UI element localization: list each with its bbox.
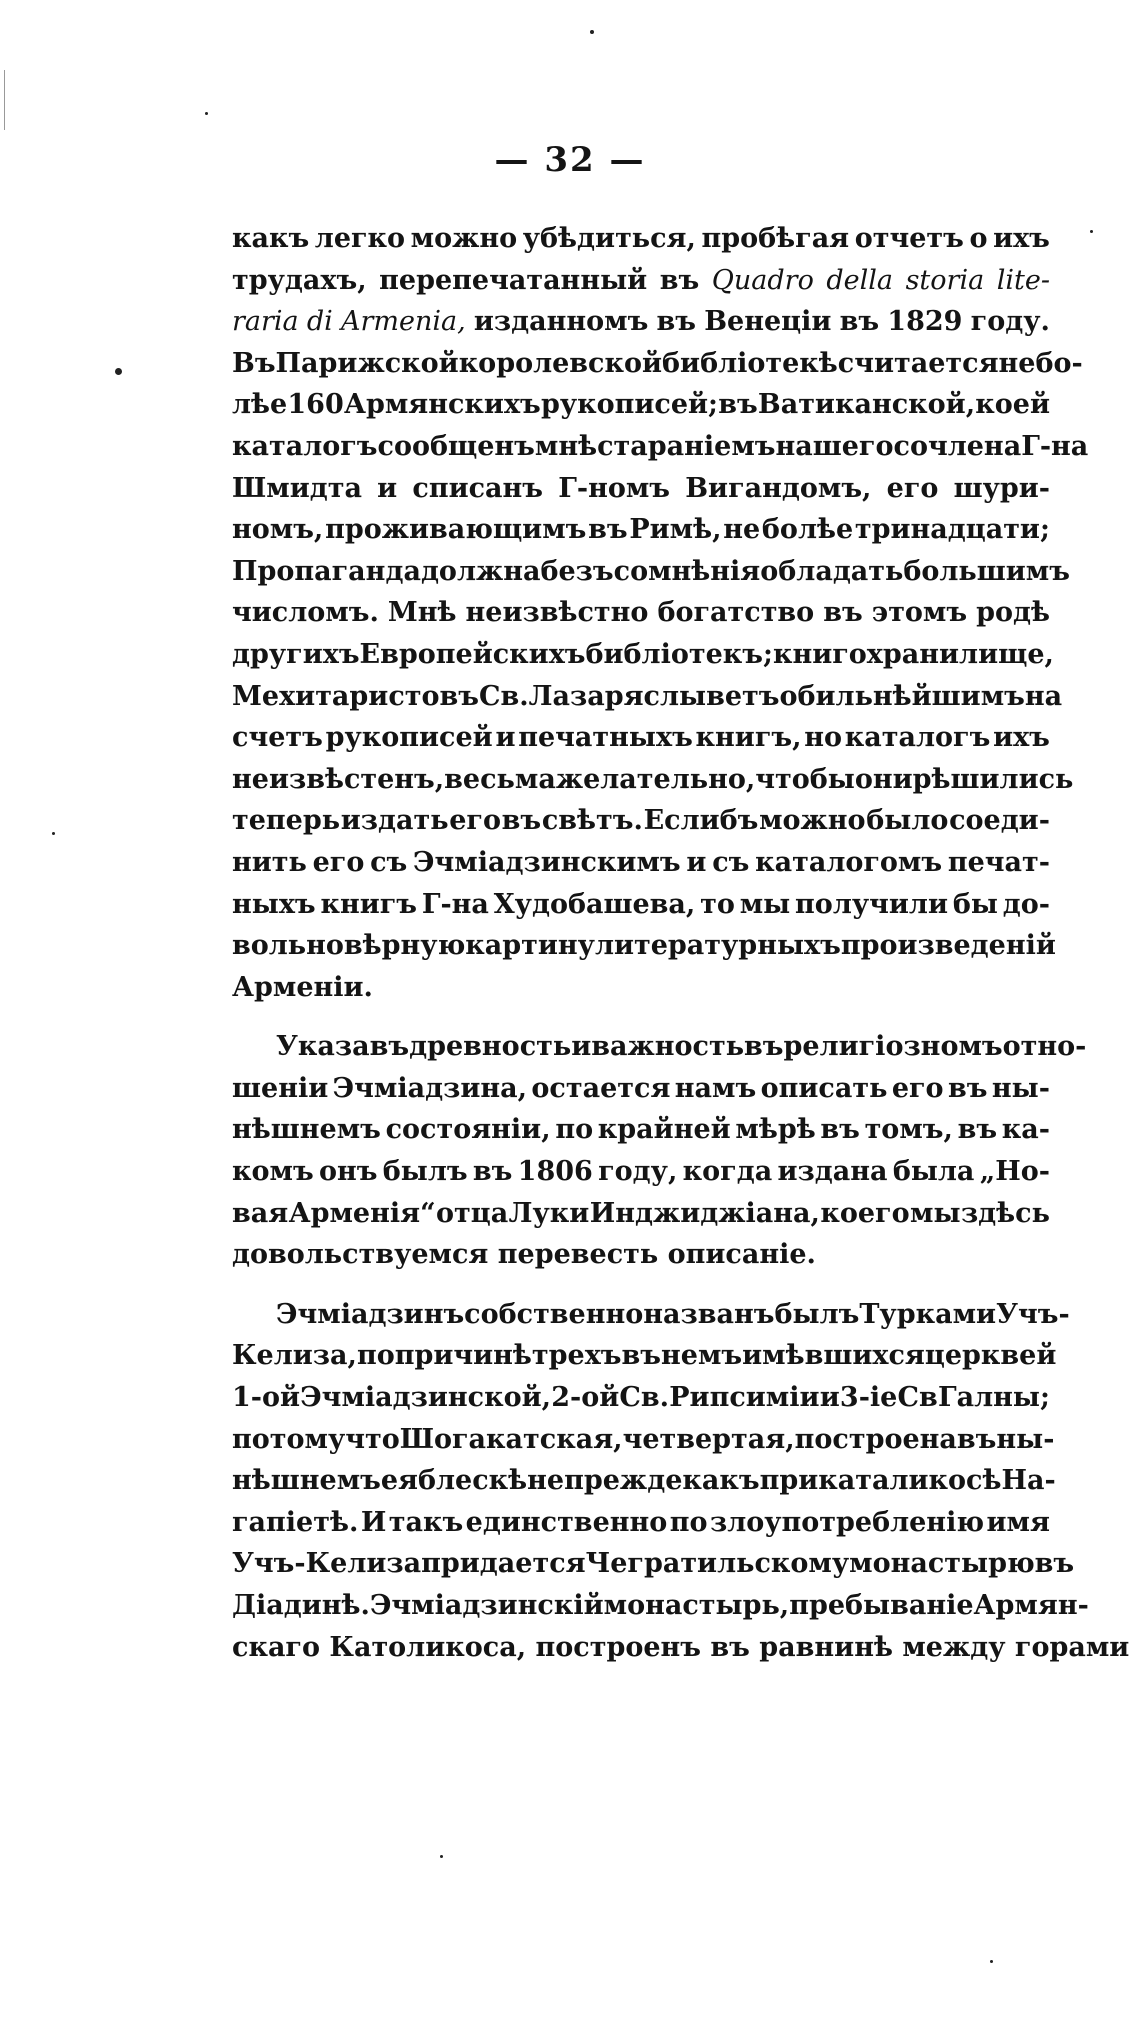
text-line: скаго Католикоса, построенъ въ равнинѣ между горами [232, 1631, 1130, 1663]
text-line: теперь издать его въ свѣтъ. Еслибъ можно было соеди- [232, 805, 1050, 837]
text-line: ныхъ книгъ Г-на Худобашева, то мы получили бы до- [232, 888, 1050, 920]
text-line: трудахъ, перепечатанный въ Quadro della storia lite- [232, 264, 1050, 296]
text-line: нѣшнемъ состояніи, по крайней мѣрѣ въ томъ, въ ка- [232, 1114, 1050, 1146]
text-line: шеніи Эчміадзина, остается намъ описать его въ ны- [232, 1072, 1050, 1104]
scan-speck [990, 1960, 993, 1963]
text-line: другихъ Европейскихъ библіотекъ; книгохранилище, [232, 638, 1054, 670]
text-line: Діадинѣ. Эчміадзинскій монастырь, пребываніе Армян- [232, 1590, 1089, 1621]
text-line: потому что Шогакатская, четвертая, построена въ ны- [232, 1423, 1055, 1455]
text-line: нить его съ Эчміадзинскимъ и съ каталогомъ печат- [232, 846, 1050, 878]
text-line: гапіетѣ. И такъ единственно по злоупотребленію имя [232, 1506, 1050, 1538]
text-line: лѣе 160 Армянскихъ рукописей; въ Ватиканской, коей [232, 389, 1050, 421]
scan-speck [440, 1855, 443, 1858]
text-line: Эчміадзинъ собственно названъ былъ Турками Учъ- [276, 1298, 1070, 1330]
page-number: — 32 — [494, 140, 646, 180]
text-line: Арменіи. [232, 971, 373, 1003]
scan-speck [115, 368, 122, 375]
text-line: Пропаганда должна безъ сомнѣнія обладать большимъ [232, 555, 1070, 587]
text-line: счетъ рукописей и печатныхъ книгъ, но каталогъ ихъ [232, 722, 1050, 754]
text-line: вольно вѣрную картину литературныхъ произведеній [232, 930, 1056, 962]
text-line: числомъ. Мнѣ неизвѣстно богатство въ этомъ родѣ [232, 597, 1050, 629]
body-text [232, 218, 1130, 1668]
text-line: 1-ой Эчміадзинской, 2-ой Св. Рипсиміи и 3-іе Св Галны; [232, 1382, 1050, 1414]
text-line: номъ, проживающимъ въ Римѣ, не болѣе тринадцати; [232, 514, 1050, 546]
scan-speck [590, 30, 594, 34]
text-line: Мехитаристовъ Св. Лазаря слыветъ обильнѣйшимъ на [232, 680, 1063, 712]
text-line: Въ Парижской королевской библіотекѣ считается не бо- [232, 347, 1083, 379]
text-line: Указавъ древность и важность въ религіозномъ отно- [276, 1031, 1087, 1063]
text-line: Келиза, по причинѣ трехъ въ немъ имѣвшихся церквей [232, 1340, 1057, 1372]
text-line: нѣшнемъ ея блескѣ не прежде какъ при каталикосѣ На- [232, 1465, 1056, 1497]
text-line: Шмидта и списанъ Г-номъ Вигандомъ, его шури- [232, 472, 1050, 504]
scan-speck [205, 112, 208, 115]
text-line: каталогъ сообщенъ мнѣ стараніемъ нашего сочлена Г-на [232, 430, 1089, 462]
text-line: комъ онъ былъ въ 1806 году, когда издана была „Но- [232, 1156, 1050, 1188]
text-line: вая Арменія“ отца Луки Инджиджіана, коего мы здѣсь [232, 1197, 1050, 1229]
text-line: Учъ-Келиза придается Чегратильскому монастырю въ [232, 1548, 1075, 1580]
scan-edge-line [4, 70, 5, 130]
text-line: довольствуемся перевесть описаніе. [232, 1239, 816, 1271]
text-line: неизвѣстенъ, весьма желательно, чтобы они рѣшились [232, 763, 1074, 795]
text-line: raria di Armenia, изданномъ въ Венеціи въ 1829 году. [232, 306, 1050, 338]
scan-speck [1090, 230, 1093, 233]
scan-speck [52, 832, 55, 835]
text-line: какъ легко можно убѣдиться, пробѣгая отчетъ о ихъ [232, 223, 1050, 254]
